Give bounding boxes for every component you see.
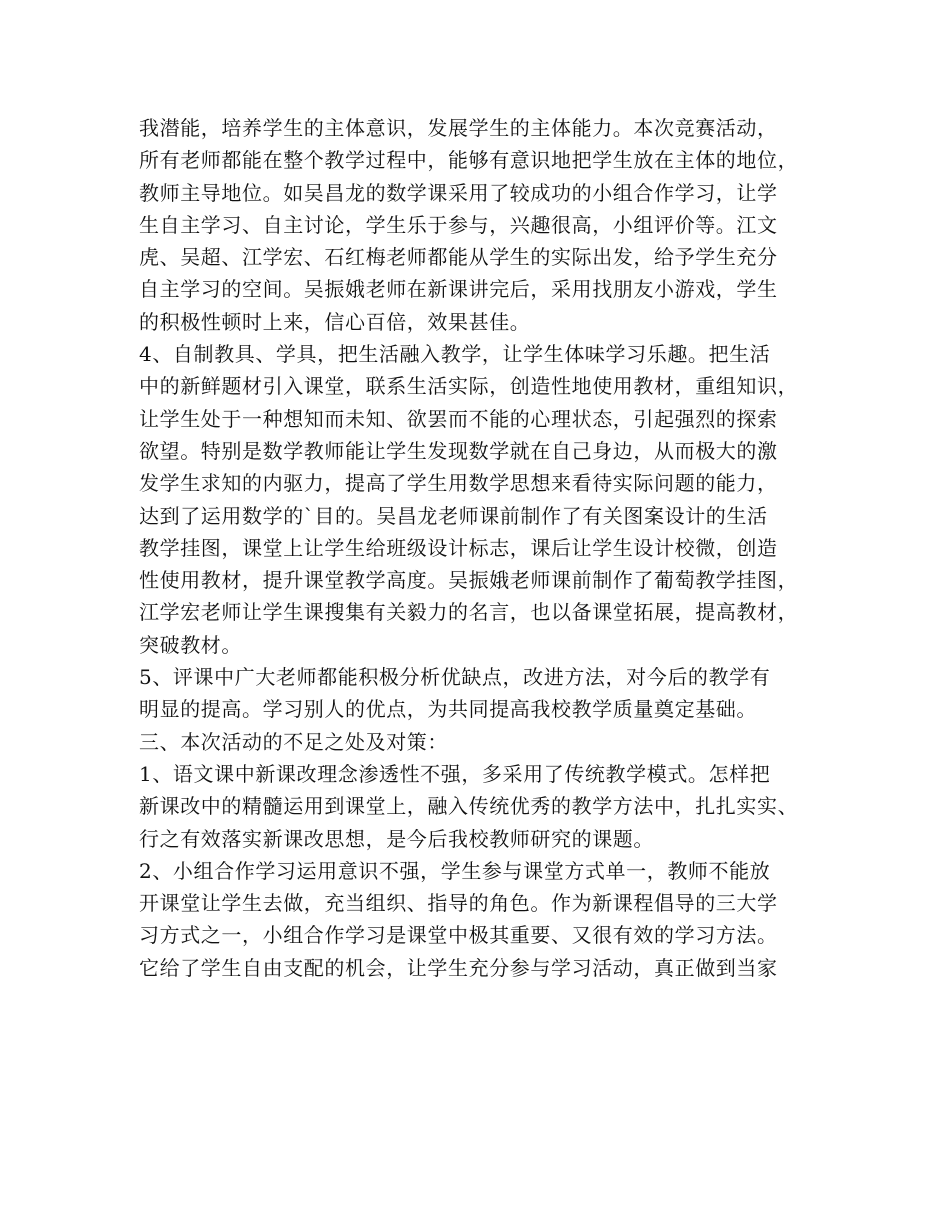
text-line: 生自主学习、自主讨论，学生乐于参与，兴趣很高，小组评价等。江文 bbox=[139, 212, 778, 237]
text-line: 我潜能，培养学生的主体意识，发展学生的主体能力。本次竞赛活动， bbox=[139, 116, 778, 140]
text-line: 2、小组合作学习运用意识不强，学生参与课堂方式单一，教师不能放 bbox=[139, 858, 771, 883]
text-line: 它给了学生自由支配的机会，让学生充分参与学习活动，真正做到当家 bbox=[139, 955, 778, 980]
text-line: 虎、吴超、江学宏、石红梅老师都能从学生的实际出发，给予学生充分 bbox=[139, 245, 778, 270]
text-line: 达到了运用数学的`目的。吴昌龙老师课前制作了有关图案设计的生活 bbox=[139, 503, 768, 528]
text-line: 新课改中的精髓运用到课堂上，融入传统优秀的教学方法中，扎扎实实、 bbox=[139, 794, 799, 819]
text-line: 让学生处于一种想知而未知、欲罢而不能的心理状态，引起强烈的探索 bbox=[139, 406, 778, 431]
text-line: 中的新鲜题材引入课堂，联系生活实际，创造性地使用教材，重组知识， bbox=[139, 374, 799, 399]
text-line: 4、自制教具、学具，把生活融入教学，让学生体味学习乐趣。把生活 bbox=[139, 342, 771, 367]
text-line: 教学挂图，课堂上让学生给班级设计标志，课后让学生设计校微，创造 bbox=[139, 535, 778, 560]
text-line: 的积极性顿时上来，信心百倍，效果甚佳。 bbox=[139, 309, 531, 334]
text-line: 5、评课中广大老师都能积极分析优缺点，改进方法，对今后的教学有 bbox=[139, 665, 771, 690]
text-line: 突破教材。 bbox=[139, 632, 242, 657]
text-line: 开课堂让学生去做，充当组织、指导的角色。作为新课程倡导的三大学 bbox=[139, 891, 778, 916]
text-line: 教师主导地位。如吴昌龙的数学课采用了较成功的小组合作学习，让学 bbox=[139, 180, 778, 205]
section-heading: 三、本次活动的不足之处及对策： bbox=[139, 729, 448, 754]
text-line: 习方式之一，小组合作学习是课堂中极其重要、又很有效的学习方法。 bbox=[139, 923, 778, 948]
text-line: 所有老师都能在整个教学过程中，能够有意识地把学生放在主体的地位， bbox=[139, 148, 799, 173]
text-line: 性使用教材，提升课堂教学高度。吴振娥老师课前制作了葡萄教学挂图， bbox=[139, 568, 799, 593]
text-line: 自主学习的空间。吴振娥老师在新课讲完后，采用找朋友小游戏，学生 bbox=[139, 277, 778, 302]
text-line: 江学宏老师让学生课搜集有关毅力的名言，也以备课堂拓展，提高教材， bbox=[139, 600, 799, 625]
text-line: 行之有效落实新课改思想，是今后我校教师研究的课题。 bbox=[139, 826, 654, 851]
text-line: 欲望。特别是数学教师能让学生发现数学就在自己身边，从而极大的激 bbox=[139, 438, 778, 463]
body-text bbox=[139, 112, 839, 984]
text-line: 1、语文课中新课改理念渗透性不强，多采用了传统教学模式。怎样把 bbox=[139, 761, 771, 786]
text-line: 发学生求知的内驱力，提高了学生用数学思想来看待实际问题的能力， bbox=[139, 471, 778, 496]
text-line: 明显的提高。学习别人的优点，为共同提高我校教学质量奠定基础。 bbox=[139, 697, 757, 722]
